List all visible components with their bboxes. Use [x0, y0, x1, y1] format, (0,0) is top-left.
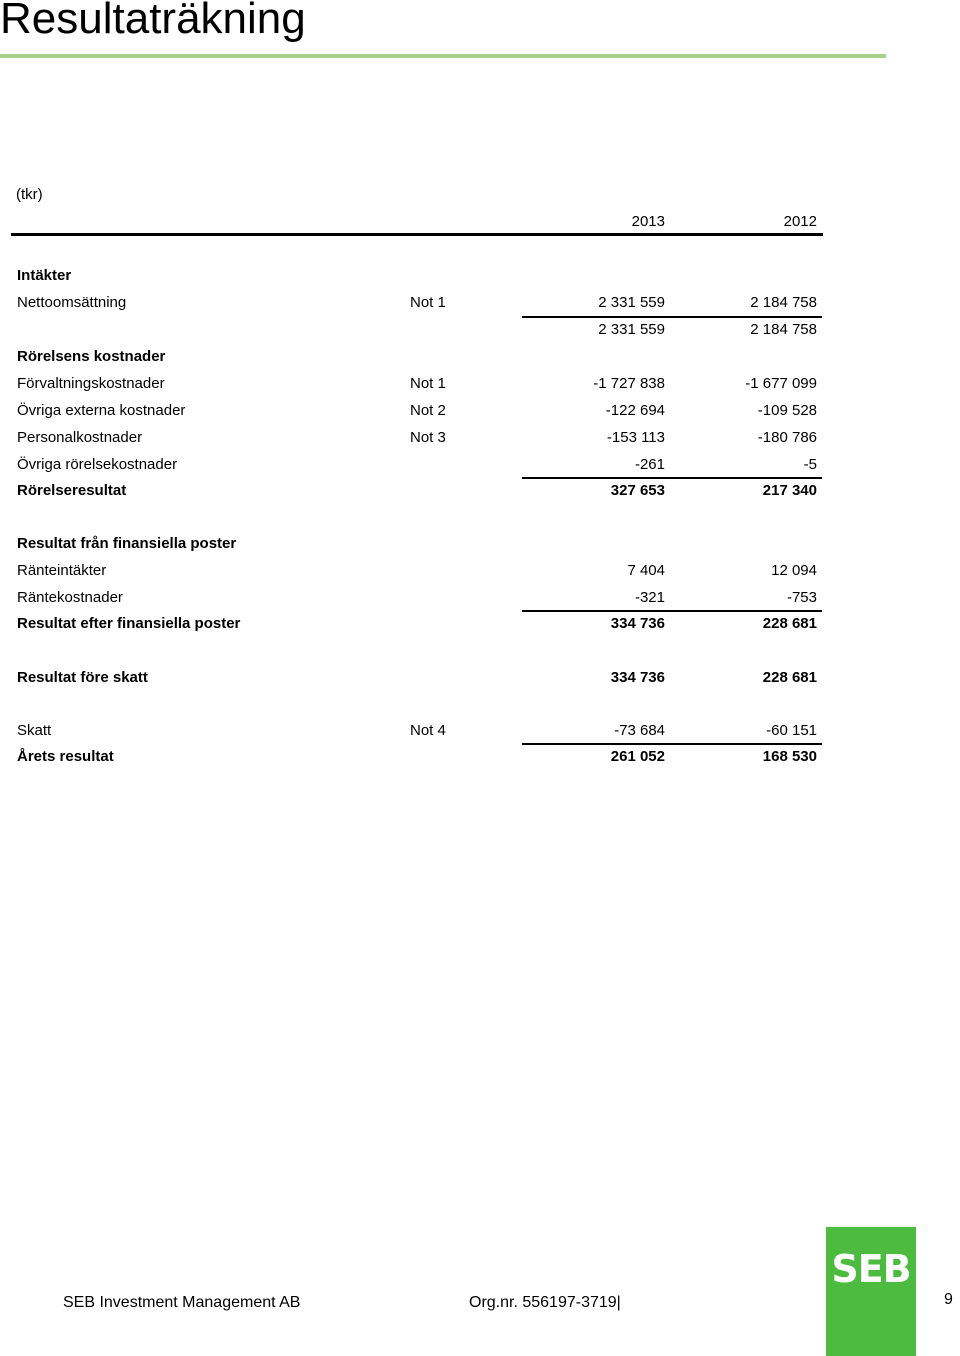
logo-text: SEB: [831, 1247, 911, 1291]
row-value-2013: -321: [634, 589, 665, 606]
row-value-2013: -1 727 838: [593, 375, 665, 392]
row-value-2013: -261: [634, 456, 665, 473]
row-value-2012: -60 151: [766, 722, 817, 739]
row-value-2013: -73 684: [614, 722, 665, 739]
row-value-2013: 261 052: [610, 748, 665, 765]
row-value-2012: 168 530: [762, 748, 817, 765]
row-value-2013: 334 736: [610, 615, 665, 632]
table-row: [0, 429, 960, 449]
subtotal-rule: [522, 316, 822, 318]
row-value-2012: -180 786: [757, 429, 817, 446]
table-row: [0, 348, 960, 368]
page-title: Resultaträkning: [0, 0, 306, 43]
subtotal-rule: [522, 743, 822, 745]
table-row: [0, 615, 960, 635]
row-value-2012: 12 094: [771, 562, 817, 579]
row-value-2013: 7 404: [627, 562, 665, 579]
table-row: [0, 267, 960, 287]
row-label: Resultat efter finansiella poster: [17, 615, 241, 632]
row-label: Nettoomsättning: [17, 294, 127, 311]
table-row: [0, 562, 960, 582]
row-note: Not 2: [410, 402, 446, 419]
row-label: Rörelseresultat: [17, 482, 127, 499]
year-header-2013: 2013: [631, 213, 665, 230]
row-value-2013: -122 694: [605, 402, 665, 419]
footer-company: SEB Investment Management AB: [63, 1294, 301, 1311]
row-label: Förvaltningskostnader: [17, 375, 165, 392]
row-note: Not 3: [410, 429, 446, 446]
row-label: Intäkter: [17, 267, 72, 284]
footer-org-number: Org.nr. 556197-3719|: [469, 1294, 621, 1311]
year-header-2012: 2012: [783, 213, 817, 230]
unit-label: (tkr): [16, 186, 43, 203]
table-row: [0, 375, 960, 395]
row-value-2013: -153 113: [606, 429, 665, 446]
row-label: Årets resultat: [17, 748, 114, 765]
table-row: [0, 456, 960, 476]
row-value-2012: -753: [786, 589, 817, 606]
row-note: Not 1: [410, 375, 446, 392]
table-row: [0, 535, 960, 555]
row-label: Övriga externa kostnader: [17, 402, 186, 419]
row-value-2013: 334 736: [610, 669, 665, 686]
row-label: Ränteintäkter: [17, 562, 107, 579]
table-row: [0, 321, 960, 341]
row-label: Skatt: [17, 722, 52, 739]
row-value-2013: 2 331 559: [598, 321, 665, 338]
row-label: Resultat från finansiella poster: [17, 535, 237, 552]
row-value-2012: -5: [803, 456, 817, 473]
row-value-2012: 228 681: [762, 669, 817, 686]
table-row: [0, 669, 960, 689]
row-value-2012: -109 528: [757, 402, 817, 419]
row-value-2012: 2 184 758: [750, 321, 817, 338]
table-row: [0, 294, 960, 314]
row-label: Personalkostnader: [17, 429, 143, 446]
seb-logo: [826, 1227, 916, 1356]
table-row: [0, 589, 960, 609]
table-row: [0, 748, 960, 768]
row-label: Resultat före skatt: [17, 669, 148, 686]
row-label: Rörelsens kostnader: [17, 348, 166, 365]
row-note: Not 4: [410, 722, 446, 739]
title-underline: [0, 54, 886, 58]
row-value-2012: 2 184 758: [750, 294, 817, 311]
row-value-2012: 228 681: [762, 615, 817, 632]
row-value-2013: 2 331 559: [598, 294, 665, 311]
subtotal-rule: [522, 610, 822, 612]
row-value-2012: -1 677 099: [745, 375, 817, 392]
page-number: 9: [944, 1291, 953, 1308]
table-row: [0, 402, 960, 422]
row-label: Räntekostnader: [17, 589, 123, 606]
table-row: [0, 722, 960, 742]
row-value-2012: 217 340: [762, 482, 817, 499]
header-rule: [11, 233, 823, 236]
row-label: Övriga rörelsekostnader: [17, 456, 178, 473]
row-value-2013: 327 653: [610, 482, 665, 499]
table-row: [0, 482, 960, 502]
subtotal-rule: [522, 477, 822, 479]
row-note: Not 1: [410, 294, 446, 311]
